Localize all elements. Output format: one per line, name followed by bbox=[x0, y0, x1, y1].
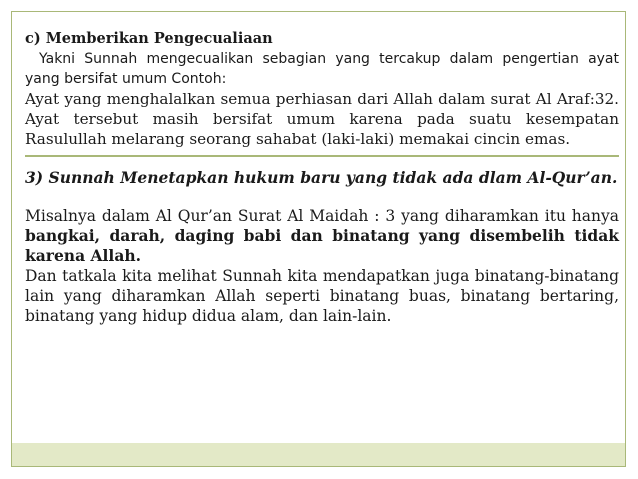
section-c-heading: c) Memberikan Pengecualiaan bbox=[25, 30, 273, 47]
divider bbox=[25, 155, 619, 157]
section-3-heading: 3) Sunnah Menetapkan hukum baru yang tidak ada dlam Al-Qur’an. bbox=[25, 168, 618, 187]
section-3-paragraph-2: Dan tatkala kita melihat Sunnah kita mendapatkan juga binatang-binatang lain yang diharamkan Allah seperti binatang buas, binatang bertaring, binatang yang hidup didua alam, dan lain-lain. bbox=[25, 267, 619, 325]
section-c-example: Ayat yang menghalalkan semua perhiasan dari Allah dalam surat Al Araf:32. Ayat tersebut masih bersifat umum karena pada suatu kesempatan Rasulullah melarang seorang sahabat (laki-laki) memakai cincin emas. bbox=[25, 90, 619, 148]
section-c bbox=[25, 29, 619, 149]
footer-band bbox=[12, 443, 625, 466]
section-3-paragraph-1 bbox=[25, 206, 619, 266]
slide-content bbox=[25, 29, 619, 326]
paragraph-1-text: Misalnya dalam Al Qur’an Surat Al Maidah : 3 yang diharamkan itu hanya bbox=[25, 207, 619, 225]
section-c-intro: Yakni Sunnah mengecualikan sebagian yang tercakup dalam pengertian ayat yang bersifat umum Contoh: bbox=[25, 51, 619, 87]
paragraph-1-bold-text: bangkai, darah, daging babi dan binatang yang disembelih tidak karena Allah. bbox=[25, 226, 619, 265]
